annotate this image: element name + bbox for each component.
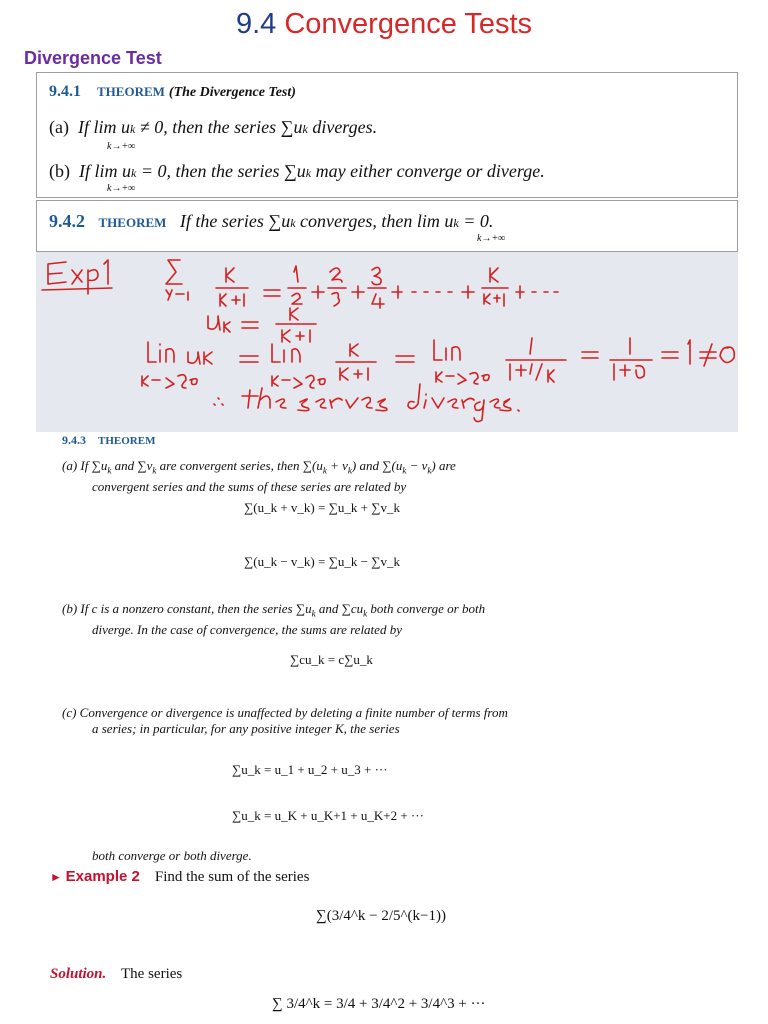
equation-series-from-K: ∑u_k = u_K + u_K+1 + u_K+2 + ···	[232, 808, 424, 823]
handwritten-example	[36, 252, 738, 432]
part-b-line-2: diverge. In the case of convergence, the sums are related by	[92, 621, 402, 637]
theorem-941-part-a: (a) If lim uk ≠ 0, then the series ∑uk diverges.	[49, 117, 378, 137]
solution-series: ∑ 3/4^k = 3/4 + 3/4^2 + 3/4^3 + ···	[272, 996, 486, 1012]
handwritten-line-1	[166, 260, 558, 308]
theorem-name: (The Divergence Test)	[168, 85, 296, 100]
theorem-keyword: THEOREM	[97, 84, 165, 99]
theorem-942-mid: converges, then	[300, 211, 413, 231]
part-a-lim: If lim u	[77, 117, 130, 137]
example-2-heading	[50, 868, 309, 886]
part-c-line-2: a series; in particular, for any positive integer K, the series	[92, 721, 400, 736]
theorem-keyword: THEOREM	[98, 215, 167, 230]
part-b-condition: = 0, then the series ∑u	[140, 161, 306, 181]
example-marker-icon: ►	[50, 870, 62, 884]
theorem-number: 9.4.3	[62, 433, 86, 447]
solution-label: Solution.	[50, 966, 107, 982]
theorem-943-part-b	[62, 601, 485, 638]
part-b-line-1: (b) If c is a nonzero constant, then the series $\sum u_k$ and $\sum cu_k$ both converge or both	[62, 601, 486, 619]
handwritten-line-2	[208, 308, 316, 342]
part-c-line-1: (c) Convergence or divergence is unaffected by deleting a finite number of terms from	[62, 705, 508, 720]
title-number: 9.4	[235, 8, 277, 40]
part-label: (a)	[49, 117, 69, 137]
theorem-942-lim: lim u	[416, 211, 454, 231]
title-text: Convergence Tests	[284, 8, 533, 40]
example-label: Example 2	[65, 868, 140, 885]
part-a-line-2: convergent series and the sums of these series are related by	[92, 478, 407, 494]
section-heading: Divergence Test	[24, 48, 162, 68]
equation-sum-plus: ∑(u_k + v_k) = ∑u_k + ∑v_k	[244, 500, 400, 515]
theorem-942-box	[36, 200, 738, 252]
part-label: (b)	[49, 161, 70, 181]
theorem-942-text: If the series ∑u	[179, 211, 291, 231]
part-a-condition: ≠ 0, then the series ∑u	[139, 117, 303, 137]
equation-constant-multiple: ∑cu_k = c∑u_k	[290, 652, 373, 667]
limit-subscript: k→+∞	[107, 183, 136, 194]
theorem-943-heading	[62, 433, 155, 448]
theorem-number: 9.4.2	[49, 211, 85, 231]
example-prompt: Find the sum of the series	[154, 869, 310, 885]
handwritten-line-3	[142, 338, 734, 388]
handwritten-label	[42, 260, 112, 294]
solution-heading	[50, 966, 182, 983]
handwritten-line-4	[214, 384, 519, 422]
theorem-943-part-a	[62, 458, 456, 495]
limit-subscript: k→+∞	[107, 141, 136, 152]
theorem-keyword: THEOREM	[98, 435, 156, 447]
part-a-conclusion: diverges.	[312, 117, 378, 137]
handwritten-ink	[36, 252, 738, 432]
theorem-942-end: = 0.	[463, 211, 494, 231]
part-b-conclusion: may either converge or diverge.	[315, 161, 545, 181]
equation-sum-minus: ∑(u_k − v_k) = ∑u_k − ∑v_k	[244, 554, 400, 569]
part-c-line-3: both converge or both diverge.	[92, 848, 252, 863]
limit-subscript: k→+∞	[477, 233, 506, 244]
part-a-line-1: (a) If $\sum u_k$ and $\sum v_k$ are convergent series, then $\sum(u_k + v_k)$ and $\sum(u_k - v_k)$ are	[62, 458, 456, 476]
theorem-941-heading	[49, 83, 296, 101]
solution-text: The series	[121, 966, 183, 982]
page-title	[0, 6, 768, 42]
theorem-942-statement: 9.4.2 THEOREM If the series ∑uk converges, then lim uk = 0.	[49, 211, 494, 231]
theorem-number: 9.4.1	[49, 83, 81, 100]
theorem-941-part-b: (b) If lim uk = 0, then the series ∑uk may either converge or diverge.	[49, 161, 545, 181]
part-b-lim: If lim u	[79, 161, 131, 181]
theorem-943-part-c	[62, 705, 508, 737]
equation-series-from-1: ∑u_k = u_1 + u_2 + u_3 + ···	[232, 762, 388, 777]
theorem-941-box	[36, 72, 738, 198]
example-2-series: ∑(3/4^k − 2/5^(k−1))	[316, 908, 447, 924]
